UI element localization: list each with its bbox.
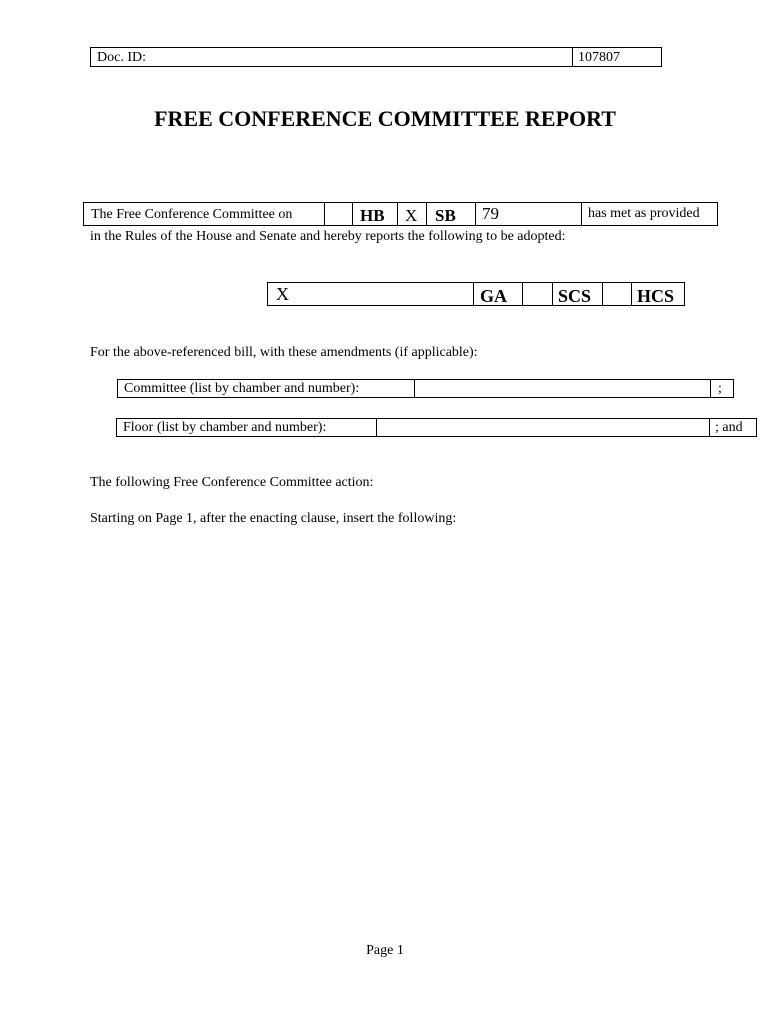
floor-amendments-label: Floor (list by chamber and number): [123, 420, 327, 435]
committee-amendments-suffix-box [710, 379, 734, 398]
hb-label: HB [360, 206, 385, 225]
scs-checkbox[interactable] [522, 282, 553, 306]
hb-label-box [352, 202, 398, 226]
floor-amendments-label-box [116, 418, 377, 437]
hb-checkbox[interactable] [324, 202, 353, 226]
floor-amendments-suffix-box [709, 418, 757, 437]
scs-label: SCS [558, 286, 592, 306]
committee-suffix-box [581, 202, 718, 226]
doc-id-value-box [572, 47, 662, 67]
committee-amendments-label: Committee (list by chamber and number): [124, 381, 360, 396]
page-title: FREE CONFERENCE COMMITTEE REPORT [154, 106, 616, 131]
sb-label-box [426, 202, 476, 226]
ga-label-box [473, 282, 523, 306]
committee-suffix-text: has met as provided [588, 206, 700, 221]
sb-checkbox[interactable] [397, 202, 427, 226]
scs-label-box [552, 282, 603, 306]
sb-label: SB [435, 206, 456, 225]
doc-id-label: Doc. ID: [97, 50, 146, 65]
committee-amendments-field[interactable] [414, 379, 711, 398]
doc-id-label-box [90, 47, 573, 67]
page-number: Page 1 [366, 943, 404, 958]
ga-field[interactable] [267, 282, 474, 306]
amendments-intro-text: For the above-referenced bill, with these amendments (if applicable): [90, 345, 478, 360]
hcs-label-box [631, 282, 685, 306]
ga-label: GA [480, 286, 507, 306]
floor-amendments-field[interactable] [376, 418, 710, 437]
sb-checkbox-mark: X [405, 206, 418, 225]
hcs-checkbox[interactable] [602, 282, 632, 306]
committee-prefix-text: The Free Conference Committee on [91, 207, 293, 222]
committee-amendments-suffix: ; [718, 381, 722, 396]
instruction-text: Starting on Page 1, after the enacting clause, insert the following: [90, 511, 457, 526]
committee-amendments-label-box [117, 379, 415, 398]
action-heading-text: The following Free Conference Committee action: [90, 475, 374, 490]
committee-prefix-box [83, 202, 325, 226]
doc-id-value: 107807 [578, 50, 620, 65]
committee-continuation-text: in the Rules of the House and Senate and hereby reports the following to be adopted: [90, 229, 566, 244]
bill-number-field[interactable] [475, 202, 582, 226]
floor-amendments-suffix: ; and [715, 420, 743, 435]
hcs-label: HCS [637, 286, 675, 306]
